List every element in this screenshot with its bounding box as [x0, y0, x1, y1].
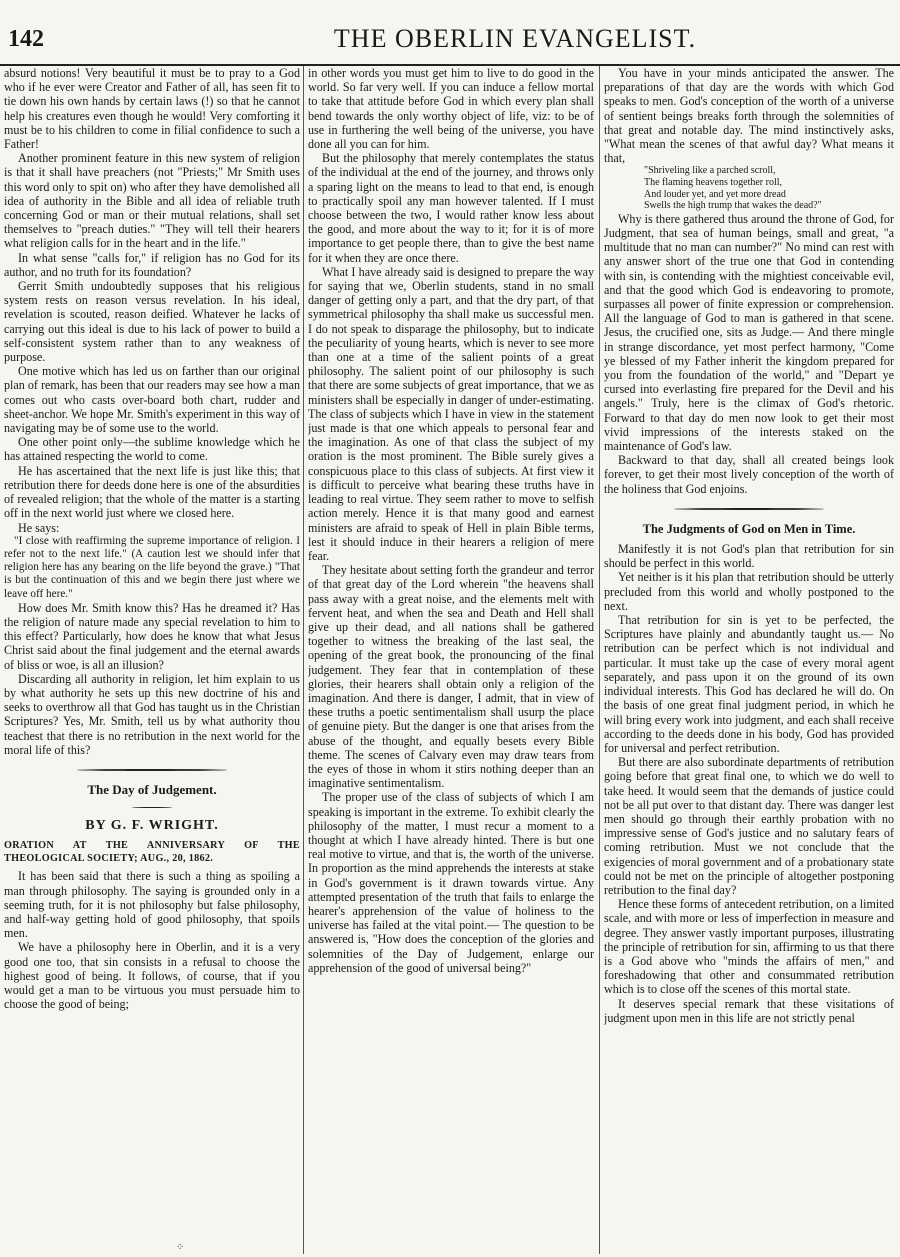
paragraph: In what sense "calls for," if religion has no God for its author, and no truth for its foundation? — [4, 250, 300, 279]
page-header — [0, 0, 900, 66]
paragraph: The proper use of the class of subjects of which I am speaking is important in the extreme. To exhibit clearly the philosophy of the matter, I must recur a moment to a thought at which I have already hinted. There is but one real motive to virtue, and that is, the worth of the universe. In proportion as the mind apprehends the interests at stake in God's government is it drawn towards virtue. Any attempted presentation of the truth that fails to enlarge the hearer's apprehension of the value of holiness to the universe has failed at the vital point.— The question to be answered is, "How does the conception of the glories and solemnities of the Day of Judgement, enlarge our apprehension of the good of universal being?" — [308, 790, 594, 975]
paragraph: It deserves special remark that these visitations of judgment upon men in this life are not strictly penal — [604, 996, 894, 1025]
paragraph: It has been said that there is such a thing as spoiling a man through philosophy. The saying is grounded only in a seeming truth, for it is not philosophy but false philosophy, and half-way getting hold of good philosophy, that spoils men. — [4, 869, 300, 941]
paragraph: You have in your minds anticipated the answer. The preparations of that day are the words with which God speaks to men. God's conception of the worth of a universe of sentient beings breaks forth through the solemnities of that great and notable day. The mind instinctively asks, "What mean the scenes of that awful day? What means it that, — [604, 66, 894, 166]
paragraph: But the philosophy that merely contemplates the status of the individual at the end of the journey, and throws only a sparing light on the means to lead to that end, is enough to practically spoil any man however talented. If I must choose between the two, I would rather know less about the good, and more about the way to it; for it is of more importance to get people there, than to give the best name for it when they are once there. — [308, 151, 594, 265]
paragraph: How does Mr. Smith know this? Has he dreamed it? Has the religion of nature made any special revelation to him to this effect? Particularly, how does he know that what Jesus Christ said about the final judgement and the eternal awards of bliss or woe, is all an illusion? — [4, 600, 300, 672]
paragraph: Yet neither is it his plan that retribution should be utterly precluded from this world and wholly postponed to the next. — [604, 570, 894, 613]
quotation: "I close with reaffirming the supreme importance of religion. I refer not to the next life." (A caution lest we should infer that religion here has any bearing on the life beyond the grave.) "That is but the continuation of this and we begin there just where we leave off here." — [4, 534, 300, 600]
paragraph: One motive which has led us on farther than our original plan of remark, has been that our readers may see how a man comes out who casts over-board both chart, rudder and sheet-anchor. We hope Mr. Smith's experiment in this way of navigating may be of some use to the world. — [4, 364, 300, 436]
poem-line: "Shriveling like a parched scroll, — [644, 165, 776, 177]
paragraph: What I have already said is designed to prepare the way for saying that we, Oberlin students, stand in no small danger of getting only a part, and that the dry part, of that symmetrical philosophy tha shall make us successful men. I do not speak to disparage the philosophy, but to indicate the peculiarity of young hearts, which is never to see more than one at a time of the salient points of a great philosophy. The salient point of our philosophy is such that there are some subjects of great importance, that we as ministers shall be especially in danger of under-estimating. The class of subjects which I have in view in the statement just made is that one which appeals to personal fear and the imagination. As one of that class the subject of my oration is the most prominent. The Bible surely gives a conspicuous place to this class of subjects. At first view it is difficult to perceive what bearing these truths have in leading to real virtue. They seem rather to move to selfish action merely. Hence it is that many good and earnest ministers are afraid to speak of Hell in plain Bible terms, lest it should induce in their hearers a religion of mere fear. — [308, 264, 594, 563]
section-divider — [77, 765, 227, 775]
paragraph: in other words you must get him to live to do good in the world. So far very well. If you can induce a fellow mortal to take that attitude before God in which every plan shall bend towards the only worthy object of life, viz: to be of use in furthering the well being of the universe, you have done all you can for him. — [308, 66, 594, 152]
paragraph: Another prominent feature in this new system of religion is that it shall have preachers (not "Priests;" Mr Smith uses this word only to spit on) who after they have demolished all idea of authority in the Bible and all idea of reliable truth concerning God or man or their mutual relations, shall set themselves to "preach duties." "They will tell their hearers what religion calls for in the heart and in the life." — [4, 151, 300, 251]
paragraph: Backward to that day, shall all created beings look forever, to get their most lively conception of the worth of the holiness that God enjoins. — [604, 453, 894, 496]
paragraph: He has ascertained that the next life is just like this; that retribution there for deeds done here is one of the absurdities of revealed religion; that the whole of the matter is a starting off in the next world just where we closed here. — [4, 463, 300, 521]
article-byline: BY G. F. WRIGHT. — [85, 818, 219, 834]
poem-line: And louder yet, and yet more dread — [644, 188, 786, 200]
paragraph: He says: — [18, 520, 60, 535]
column-rule — [303, 66, 304, 1254]
journal-title: THE OBERLIN EVANGELIST. — [333, 24, 697, 53]
paragraph: absurd notions! Very beautiful it must be to pray to a God who if he ever were Creator and Father of all, has seen fit to tie down his own hands by certain laws (!) so that he cannot help his creatures even though he would! Very comforting it must be to his children to come in filial confidence to such a Father! — [4, 66, 300, 152]
paragraph: Hence these forms of antecedent retribution, on a limited scale, and with more or less of imperfection in measure and degree. They answer vastly important purposes, illustrating the principle of retribution for sin, affirming to us that there is a God above who "minds the affairs of men," and foreshadowing that other and consummated retribution which is to close off the scenes of this mortal state. — [604, 897, 894, 997]
section-title: The Judgments of God on Men in Time. — [642, 521, 856, 536]
paragraph: Discarding all authority in religion, let him explain to us by what authority he sets up this new doctrine of his and seeks to overthrow all that God has taught us in the Christian Scriptures? Yes, Mr. Smith, tell us by what authority thou teachest that there is no retribution in the next world for the moral life of this? — [4, 671, 300, 757]
paragraph: One other point only—the sublime knowledge which he has attained respecting the world to come. — [4, 435, 300, 464]
paragraph: That retribution for sin is yet to be perfected, the Scriptures have plainly and abundantly taught us.— No retribution can be perfect which is not individual and particular. It must take up the case of every moral agent separately, and pass upon it on the ground of its own individual interests. This God has declared he will do. On the basis of one great final judgment period, in which he will bring every work into judgment, and each shall receive according to the deeds done in his body, God has provided for universal and perfect retribution. — [604, 613, 894, 755]
column-rule — [599, 66, 600, 1254]
paragraph: Manifestly it is not God's plan that retribution for sin should be perfect in this world. — [604, 542, 894, 571]
title-divider — [132, 803, 172, 813]
paragraph: Gerrit Smith undoubtedly supposes that his religious system rests on reason versus revelation. In his ideal, revelation is scouted, reason deified. Whatever he lacks of carrying out this ideal is due to his lack of power to build a self-consistent system rather than to any weakness of purpose. — [4, 279, 300, 365]
poem-line: Swells the high trump that wakes the dead?" — [644, 200, 822, 212]
page-number: 142 — [8, 26, 44, 52]
paragraph: Why is there gathered thus around the throne of God, for Judgment, that sea of human beings, small and great, "a multitude that no man can number?" No mind can rest with any answer short of the true one that God in contending with sin, is contending with the mightiest conceivable evil, and that the good which God is endeavoring to promote, surpasses all power of finite expression or comprehension. All the language of God to man is gathered in that scene. Jesus, the crucified one, sits as Judge.— And there mingle in strange discordance, yet most perfect harmony, "Come ye blessed of my Father inherit the kingdom prepared for you from the foundation of the world," and "Depart ye cursed into everlasting fire prepared for the Devil and his angels." Truly, here is the climax of God's rhetoric. Forward to that day do men now look to get their most vivid impressions of the interests staked on the maintenance of God's law. — [604, 211, 894, 454]
column-1 — [4, 66, 300, 1252]
paragraph: They hesitate about setting forth the grandeur and terror of that great day of the Lord wherein "the heavens shall pass away with a great noise, and the elements melt with fervent heat, and when the sea and Death and Hell shall give up their dead, and all nations shall be gathered together to witness the breaking of the last seal, the opening of the great book, the pronouncing of the final judgement. They fear that in contemplation of these glories, their hearers shall obtain only a religion of the imagination. And there is danger, I admit, that in view of these truths a poetic sentimentalism shall usurp the place of genuine piety. But the danger is one that arises from the abuse of the thought, and equally besets every Bible theme. The scenes of Calvary even may draw tears from the eyes of those in whom it stirs nothing deeper than an imaginative sentimentalism. — [308, 563, 594, 791]
footer-ornament: ⁘ — [176, 1242, 185, 1253]
paragraph: But there are also subordinate departments of retribution going before that great final one, to which we do well to take heed. It would seem that the demands of justice could not be all put over to that distant day. There was danger lest men should go through their earthly probation with no impressive sense of God's justice and no salutary fears of coming retribution. Must we not conclude that the exigencies of moral government and of a probationary state could not be met on the principle of altogether postponing retribution to the final day? — [604, 755, 894, 897]
article-title: The Day of Judgement. — [87, 781, 217, 797]
poem-line: The flaming heavens together roll, — [644, 177, 783, 189]
section-divider — [674, 504, 824, 514]
paragraph: We have a philosophy here in Oberlin, and it is a very good one too, that sin consists in a refusal to choose the highest good of being. It follows, of course, that if you would get a man to be virtuous you must persuade him to choose the good of being; — [4, 940, 300, 1012]
column-3 — [604, 66, 894, 1252]
column-2 — [308, 66, 594, 1252]
article-occasion: ORATION AT THE ANNIVERSARY OF THE THEOLOGICAL SOCIETY; AUG., 20, 1862. — [4, 840, 300, 865]
